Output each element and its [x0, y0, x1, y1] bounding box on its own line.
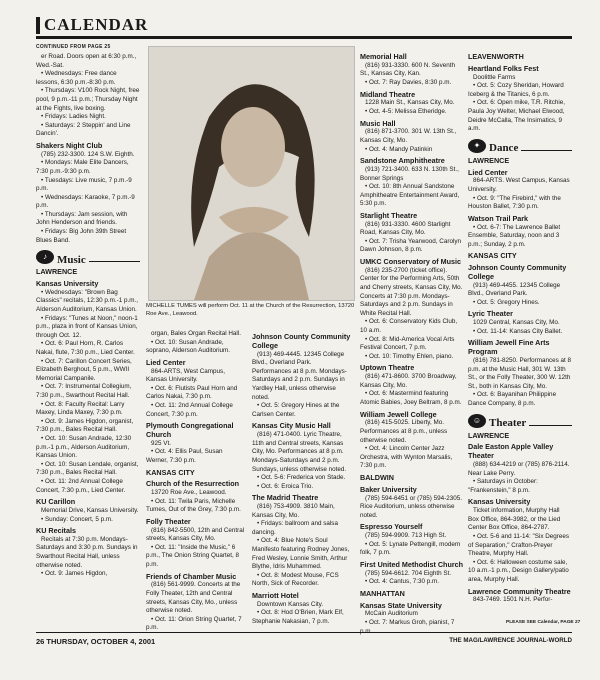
- listing-text: Ticket information, Murphy Hall Box Office, 864-3982, or the Lied Center Box Office, 864-2787.: [468, 507, 561, 532]
- listing-text: (816) 235-2700 (ticket office). Center for the Performing Arts, 50th and Cherry streets, Kansas City, Mo. Concerts at 7:30 p.m. Mondays-Saturdays and 2 p.m. Sundays in White Recital Hall.: [360, 266, 463, 317]
- listing-text: organ, Bales Organ Recital Hall.: [151, 330, 241, 337]
- section-rule: [521, 150, 572, 151]
- listing-text: • Oct. 11: "Inside the Music," 6 p.m., The Onion String Quartet, 8 p.m.: [146, 543, 239, 569]
- listing-heading: Shakers Night Club: [36, 140, 103, 150]
- listing-heading: William Jewell College: [360, 409, 437, 419]
- listing-text: (816) 415-5025. Liberty, Mo. Performances at 8 p.m., unless otherwise noted.: [360, 419, 448, 444]
- listing-text: 843-7469. 1501 N.H. Perfor-: [473, 596, 553, 604]
- listing-heading: Kansas University: [36, 279, 99, 289]
- listing-heading: LAWRENCE: [36, 267, 78, 277]
- listing-heading: Johnson County Community College: [468, 263, 567, 281]
- listing-text: (913) 721-3400. 633 N. 130th St., Bonner Springs: [360, 165, 459, 182]
- listing-text: • Oct. 5: Cozy Sheridan, Howard Iceberg & the Titanics, 6 p.m.: [468, 82, 564, 98]
- listing-text: • Oct. 10: Susan Andrade, 12:30 p.m.-1 p.m., Alderson Auditorium, Kansas Union.: [36, 434, 132, 460]
- listing-heading: William Jewell Fine Arts Program: [468, 338, 550, 357]
- listing-text: • Oct. 8: Modest Mouse, FCS North, Sick of Recorder.: [252, 571, 339, 588]
- column-3: [252, 330, 352, 627]
- listing-text: (816) 561-9999. Concerts at the Folly Theater, 12th and Central streets, Kansas City, Mo., unless otherwise noted.: [146, 581, 241, 615]
- listing-heading: Memorial Hall: [360, 52, 407, 61]
- theater-section-heading: [468, 414, 572, 428]
- column-1: [36, 53, 140, 579]
- listing-text: (816) 931-3330. 4600 Starlight Road, Kansas City, Mo.: [360, 220, 451, 237]
- listing-heading: Midland Theatre: [360, 89, 416, 99]
- listing-heading: KANSAS CITY: [146, 467, 195, 477]
- listing-text: Memorial Drive, Kansas University.: [41, 506, 139, 514]
- listing-heading: Uptown Theatre: [360, 363, 415, 373]
- listing-heading: Lied Center: [146, 357, 186, 367]
- listing-text: • Wednesdays: Free dance lessons, 6:30 p.m.-8:30 p.m.: [36, 70, 117, 86]
- page-footer: [36, 632, 572, 646]
- listing-heading: Lawrence Community Theatre: [468, 586, 571, 596]
- portrait-illustration: [149, 47, 354, 300]
- listing-heading: Plymouth Congregational Church: [146, 421, 234, 439]
- listing-text: • Oct. 9: "The Firebird," with the Houston Ballet, 7:30 p.m.: [468, 194, 561, 211]
- listing-text: (816) 781-8250. Performances at 8 p.m. at the Music Hall, 301 W. 13th St., or the Folly Theater, 300 W. 12th St., both in Kansas City, Mo.: [468, 357, 572, 390]
- listing-heading: Starlight Theatre: [360, 210, 418, 220]
- listing-text: Recitals at 7:30 p.m. Mondays-Saturdays and 3:30 p.m. Sundays in Swarthout Recital Hall, unless otherwise noted.: [36, 535, 138, 569]
- section-rule: [89, 261, 140, 262]
- listing-text: • Oct. 11: Orion String Quartet, 7 p.m.: [146, 615, 242, 632]
- listing-heading: Marriott Hotel: [252, 591, 299, 601]
- column-2: [146, 330, 246, 633]
- listing-text: • Oct. 6: Flutists Paul Horn and Carlos Nakai, 7:30 p.m.: [146, 384, 238, 401]
- listing-text: (785) 594-6451 or (785) 594-2305. Rice Auditorium, unless otherwise noted.: [360, 494, 462, 519]
- column-5: [468, 50, 572, 605]
- listing-text: 1029 Central, Kansas City, Mo.: [473, 319, 560, 327]
- listing-text: • Oct. 10: Susan Andrade, soprano, Alderson Auditorium.: [146, 338, 231, 355]
- listing-text: (816) 753-4909. 3810 Main, Kansas City, Mo.: [252, 503, 335, 519]
- listing-text: • Oct. 7: Ray Davies, 8:30 p.m.: [365, 78, 452, 86]
- continued-label: CONTINUED FROM PAGE 25: [36, 44, 111, 50]
- listing-text: • Oct. 8: Faculty Recital: Larry Maxey, Linda Maxey, 7:30 p.m.: [36, 400, 125, 417]
- music-note-icon: ♪: [36, 250, 54, 264]
- listing-heading: Baker University: [360, 484, 417, 494]
- listing-heading: Folly Theater: [146, 516, 191, 526]
- section-rule: [529, 425, 572, 426]
- listing-text: • Oct. 10: Susan Lendale, organist, 7:30 p.m., Bales Recital Hall.: [36, 460, 139, 477]
- listing-text: • Thursdays: V100 Rock Night, free pool, 9 p.m.-11 p.m.; Thursday Night at the Fights, live boxing.: [36, 87, 140, 112]
- listing-text: • Oct. 10: 8th Annual Sandstone Amphitheatre Entertainment Award, 5:30 p.m.: [360, 183, 460, 208]
- listing-text: • Oct. 6: Halloween costume sale, 10 a.m.-1 p.m., Design Gallery/patio area, Murphy Hall.: [468, 558, 569, 583]
- listing-text: • Oct. 7: Markus Groh, pianist, 7 p.m.: [360, 619, 455, 635]
- header-bar: [36, 17, 40, 34]
- listing-text: (785) 594-6612. 704 Eighth St.: [365, 569, 452, 577]
- listing-text: • Oct. 8: Hod O'Brien, Mark Elf, Stephanie Nakasian, 7 p.m.: [252, 609, 344, 626]
- listing-text: • Wednesdays: "Brown Bag Classics" recitals, 12:30 p.m.-1 p.m., Alderson Auditorium, Kansas Union.: [36, 288, 138, 314]
- listing-text: • Oct. 4: Mandy Patinkin: [365, 145, 433, 153]
- theater-section-label: Theater: [489, 417, 527, 430]
- music-section-heading: [36, 250, 140, 264]
- listing-heading: Watson Trail Park: [468, 213, 529, 223]
- music-section-label: Music: [57, 253, 86, 266]
- listing-text: • Oct. 4: Cantus, 7:30 p.m.: [365, 578, 439, 586]
- listing-text: • Oct. 10: Timothy Ehlen, piano.: [365, 352, 454, 360]
- listing-heading: MANHATTAN: [360, 588, 405, 598]
- listing-text: • Oct. 4: Ellis Paul, Susan Werner, 7:30 p.m.: [146, 448, 223, 464]
- listing-text: Doolittle Farms: [473, 73, 516, 81]
- listing-text: • Oct. 6: Conservatory Kids Club, 10 a.m.: [360, 318, 458, 335]
- listing-text: • Oct. 9: James Higdon,: [41, 570, 108, 578]
- listing-text: Downtown Kansas City.: [257, 600, 324, 608]
- listing-heading: Lied Center: [468, 167, 508, 177]
- listing-text: 864-ARTS, West Campus, Kansas University.: [146, 367, 225, 384]
- listing-text: (816) 471-0400. Lyric Theatre, 11th and Central streets, Kansas City, Mo. Performances at 8 p.m. Mondays-Saturdays and 2 p.m. Sundays, unless otherwise noted.: [252, 431, 347, 473]
- listing-heading: Kansas University: [468, 497, 531, 507]
- listing-text: (816) 842-5500, 12th and Central streets, Kansas City, Mo.: [146, 526, 245, 543]
- listing-heading: The Madrid Theatre: [252, 493, 319, 503]
- dancer-icon: ✦: [468, 139, 486, 153]
- page-title: CALENDAR: [44, 15, 149, 34]
- listing-heading: Johnson County Community College: [252, 332, 351, 350]
- listing-text: • Oct. 5: Lynate Pettengill, modern folk, 7 p.m.: [360, 540, 461, 557]
- listing-text: • Oct. 11: Twila Paris, Michelle Tumes, Out of the Grey, 7:30 p.m.: [146, 497, 241, 514]
- theater-masks-icon: ☺: [468, 414, 486, 428]
- listing-text: 925 Vt.: [151, 439, 171, 447]
- listing-text: • Fridays: Big John 39th Street Blues Band.: [36, 228, 127, 244]
- listing-text: • Oct. 4: Lincoln Center Jazz Orchestra, with Wynton Marsalis, 7:30 p.m.: [360, 445, 453, 470]
- listing-text: • Oct. 4-5: Melissa Etheridge.: [365, 107, 447, 115]
- listing-text: 1228 Main St., Kansas City, Mo.: [365, 99, 455, 107]
- listing-text: • Oct. 9: James Higdon, organist, 7:30 p.m., Bales Recital Hall.: [36, 417, 134, 434]
- listing-heading: Friends of Chamber Music: [146, 571, 237, 581]
- listing-text: • Oct. 7: Instrumental Collegium, 7:30 p.m., Swarthout Recital Hall.: [36, 383, 132, 399]
- listing-text: • Oct. 7: Carillon Concert Series, Elizabeth Berghout, 5 p.m., WWII Memorial Campanile.: [36, 357, 132, 382]
- continued-on-label: PLEASE SEE Calendar, PAGE 27: [506, 620, 581, 625]
- listing-text: • Fridays: ballroom and salsa dancing.: [252, 520, 338, 536]
- listing-text: • Oct. 8: Mid-America Vocal Arts Festival Concert, 7 p.m.: [360, 335, 455, 352]
- listing-text: • Oct. 6: Open mike, T.R. Ritchie, Paula Joy Welter, Michael Elwood, Deidre McCalla, The Insimatics, 9 a.m.: [468, 99, 566, 133]
- listing-text: • Oct. 11: 2nd Annual College Concert, 7:30 p.m., Lied Center.: [36, 477, 126, 494]
- listing-text: • Oct. 5-6: Frederica von Stade.: [257, 474, 346, 482]
- listing-text: • Mondays: Male Elite Dancers, 7:30 p.m.-9:30 p.m.: [36, 159, 129, 175]
- listing-text: • Oct. 6: Mastermind featuring Atomic Babies, Joey Beltram, 8 p.m.: [360, 390, 462, 406]
- listing-text: • Saturdays: 2 Steppin' and Line Dancin'.: [36, 121, 131, 138]
- listing-text: 864-ARTS. West Campus, Kansas University.: [468, 177, 570, 193]
- listing-text: • Oct. 6-7: The Lawrence Ballet Ensemble, Saturday, noon and 3 p.m.; Sunday, 2 p.m.: [468, 223, 561, 248]
- listing-heading: BALDWIN: [360, 472, 394, 482]
- header-rule: [36, 36, 572, 39]
- listing-heading: Kansas State University: [360, 600, 442, 610]
- listing-text: (888) 634-4219 or (785) 876-2114. Near Lake Perry.: [468, 461, 570, 477]
- listing-heading: KU Carillon: [36, 497, 76, 507]
- listing-heading: Kansas City Music Hall: [252, 421, 331, 431]
- listing-text: (913) 469-4445. 12345 College Blvd., Overland Park. Performances at 8 p.m. Mondays-Saturdays and 2 p.m. Sundays in Yardley Hall, unless otherwise noted.: [252, 350, 347, 401]
- listing-text: • Oct. 6: Paul Horn, R. Carlos Nakai, flute, 7:30 p.m., Lied Center.: [36, 340, 135, 357]
- listing-text: (816) 931-3330. 600 N. Seventh St., Kansas City, Kan.: [360, 61, 455, 78]
- listing-heading: Music Hall: [360, 118, 396, 128]
- listing-heading: Dale Easton Apple Valley Theater: [468, 442, 554, 461]
- listing-heading: LAWRENCE: [468, 430, 510, 440]
- listing-text: • Oct. 5: Gregory Hines at the Carlsen Center.: [252, 402, 340, 418]
- listing-text: (785) 594-9909. 713 High St.: [365, 532, 447, 540]
- footer-date: 26 THURSDAY, OCTOBER 4, 2001: [36, 637, 156, 646]
- listing-heading: Espresso Yourself: [360, 522, 423, 532]
- listing-text: 13720 Roe Ave., Leawood.: [151, 489, 227, 497]
- photo-caption: MICHELLE TUMES will perform Oct. 11 at the Church of the Resurrection, 13720 Roe Ave., Leawood.: [146, 303, 355, 317]
- listing-text: • Oct. 7: Trisha Yearwood, Carolyn Dawn Johnson, 8 p.m.: [360, 237, 462, 254]
- listing-heading: Lyric Theater: [468, 309, 513, 319]
- listing-text: • Oct. 5: Gregory Hines.: [473, 298, 540, 306]
- listing-heading: LEAVENWORTH: [468, 52, 524, 61]
- listing-text: (816) 471-8600. 3700 Broadway, Kansas City, Mo.: [360, 373, 457, 389]
- listing-text: • Tuesdays: Live music, 7 p.m.-9 p.m.: [36, 176, 132, 193]
- listing-text: • Oct. 4: Blue Note's Soul Manifesto featuring Rodney Jones, Fred Wesley, Lonnie Smith, Arthur Blythe, Idris Muhammed.: [252, 537, 350, 571]
- listing-text: (816) 871-3700. 301 W. 13th St., Kansas City, Mo.: [360, 128, 457, 144]
- listing-heading: First United Methodist Church: [360, 559, 464, 569]
- footer-publication: THE MAG/LAWRENCE JOURNAL-WORLD: [449, 637, 572, 644]
- listing-text: • Wednesdays: Karaoke, 7 p.m.-9 p.m.: [36, 193, 135, 210]
- listing-heading: KANSAS CITY: [468, 251, 517, 261]
- listing-text: • Oct. 11: 2nd Annual College Concert, 7:30 p.m.: [146, 401, 233, 418]
- dance-section-heading: [468, 139, 572, 153]
- listing-heading: LAWRENCE: [468, 155, 510, 165]
- listing-text: • Oct. 5-6 and 11-14: "Six Degrees of Separation," Crafton-Preyer Theatre, Murphy Hall.: [468, 532, 570, 558]
- listing-heading: Heartland Folks Fest: [468, 63, 539, 73]
- listing-text: • Sunday: Concert, 5 p.m.: [41, 515, 113, 523]
- listing-heading: UMKC Conservatory of Music: [360, 257, 462, 267]
- listing-text: • Saturdays in October: "Frankenstein," 8 p.m.: [468, 478, 538, 494]
- listing-text: er Road. Doors open at 6:30 p.m., Wed.-Sat.: [36, 53, 137, 69]
- performer-photo: [148, 46, 355, 301]
- listing-text: • Thursdays: Jam session, with John Henderson and friends.: [36, 210, 128, 227]
- listing-heading: Church of the Resurrection: [146, 479, 240, 489]
- listing-text: • Oct. 6: Eroica Trio.: [257, 482, 314, 490]
- section-header: [36, 14, 572, 36]
- listing-text: (913) 469-4455. 12345 College Blvd., Overland Park.: [468, 281, 561, 298]
- listing-text: • Fridays: "Tunes at Noon," noon-1 p.m., plaza in front of Kansas Union, through Oct. 12.: [36, 314, 138, 339]
- column-4: [360, 50, 464, 636]
- listing-text: McCain Auditorium: [365, 610, 418, 618]
- listing-text: • Oct. 11-14: Kansas City Ballet.: [473, 327, 563, 335]
- listing-text: • Oct. 6: Bayanihan Philippine Dance Company, 8 p.m.: [468, 391, 557, 408]
- listing-text: • Fridays: Ladies Night.: [41, 113, 106, 121]
- listing-text: (785) 232-3300. 124 S.W. Eighth.: [41, 150, 135, 158]
- listing-heading: KU Recitals: [36, 526, 76, 536]
- dance-section-label: Dance: [489, 142, 519, 155]
- listing-heading: Sandstone Amphitheatre: [360, 156, 445, 166]
